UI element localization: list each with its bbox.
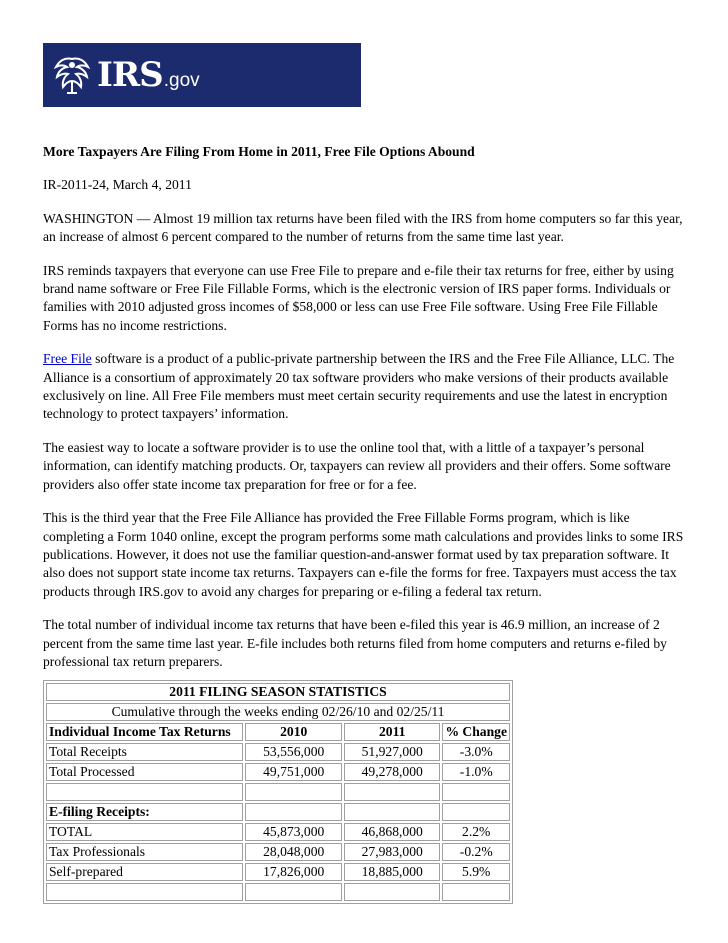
- value-change: -0.2%: [442, 843, 510, 861]
- value-2011: 49,278,000: [344, 763, 440, 781]
- table-row: [46, 743, 510, 761]
- table-row: [46, 863, 510, 881]
- value-change: -1.0%: [442, 763, 510, 781]
- header-2010: 2010: [245, 723, 341, 741]
- free-file-link[interactable]: Free File: [43, 351, 92, 367]
- header-change: % Change: [442, 723, 510, 741]
- release-line: IR-2011-24, March 4, 2011: [43, 177, 192, 193]
- row-label: Total Receipts: [46, 743, 243, 761]
- table-section-row: [46, 803, 510, 821]
- table-empty-row: [46, 783, 510, 801]
- table-subtitle: Cumulative through the weeks ending 02/26/10 and 02/25/11: [46, 703, 510, 721]
- value-2011: 27,983,000: [344, 843, 440, 861]
- table-row: [46, 763, 510, 781]
- paragraph-3: [43, 350, 688, 424]
- paragraph-1: WASHINGTON — Almost 19 million tax returns have been filed with the IRS from home computers so far this year, an increase of almost 6 percent compared to the number of returns from the same time last year.: [43, 210, 683, 245]
- section-label: E-filing Receipts:: [46, 803, 243, 821]
- logo-suffix-text: .gov: [163, 70, 200, 91]
- value-2010: 53,556,000: [245, 743, 341, 761]
- article-body: [43, 143, 688, 904]
- value-change: 2.2%: [442, 823, 510, 841]
- value-2010: 28,048,000: [245, 843, 341, 861]
- value-2011: 18,885,000: [344, 863, 440, 881]
- value-change: -3.0%: [442, 743, 510, 761]
- eagle-seal-icon: [51, 53, 93, 97]
- filing-statistics-table: [43, 680, 513, 904]
- value-change: 5.9%: [442, 863, 510, 881]
- header-category: Individual Income Tax Returns: [46, 723, 243, 741]
- row-label: TOTAL: [46, 823, 243, 841]
- value-2011: 51,927,000: [344, 743, 440, 761]
- table-title-row: [46, 683, 510, 701]
- row-label: Tax Professionals: [46, 843, 243, 861]
- paragraph-2: IRS reminds taxpayers that everyone can use Free File to prepare and e-file their tax returns for free, either by using brand name software or Free File Fillable Forms, which is the electronic version of IRS paper forms. Individuals or families with 2010 adjusted gross incomes of $58,000 or less can use Free File software. Using Free File Fillable Forms has no income restrictions.: [43, 262, 674, 333]
- logo-brand-text: IRS: [97, 55, 163, 95]
- value-2011: 46,868,000: [344, 823, 440, 841]
- paragraph-4: The easiest way to locate a software provider is to use the online tool that, with a little of a taxpayer’s personal information, can identify matching products. Or, taxpayers can review all providers and their offers. Some software providers also offer state income tax preparation for free or for a fee.: [43, 439, 671, 492]
- row-label: Self-prepared: [46, 863, 243, 881]
- table-row: [46, 823, 510, 841]
- row-label: Total Processed: [46, 763, 243, 781]
- value-2010: 17,826,000: [245, 863, 341, 881]
- table-empty-row: [46, 883, 510, 901]
- table-title: 2011 FILING SEASON STATISTICS: [46, 683, 510, 701]
- irs-logo-banner: [43, 43, 361, 107]
- value-2010: 45,873,000: [245, 823, 341, 841]
- value-2010: 49,751,000: [245, 763, 341, 781]
- paragraph-6: The total number of individual income tax returns that have been e-filed this year is 46.9 million, an increase of 2 percent from the same time last year. E-file includes both returns filed from home computers and returns e-filed by professional tax return preparers.: [43, 617, 667, 669]
- headline: More Taxpayers Are Filing From Home in 2011, Free File Options Abound: [43, 144, 475, 159]
- table-subtitle-row: [46, 703, 510, 721]
- paragraph-3-text: software is a product of a public-private partnership between the IRS and the Free File Alliance, LLC. The Alliance is a consortium of approximately 20 tax software providers who make versions of their products available exclusively on line. All Free File members must meet certain security requirements and use the latest in encryption technology to protect taxpayers’ information.: [43, 351, 675, 422]
- paragraph-5: This is the third year that the Free File Alliance has provided the Free Fillable Forms program, which is like completing a Form 1040 online, except the program performs some math calculations and provides links to some IRS publications. However, it does not use the familiar question-and-answer format used by tax preparation software. It also does not support state income tax returns. Taxpayers can e-file the forms for free. Taxpayers must access the tax products through IRS.gov to avoid any charges for preparing or e-filing a federal tax return.: [43, 510, 684, 599]
- table-header-row: [46, 723, 510, 741]
- header-2011: 2011: [344, 723, 440, 741]
- table-row: [46, 843, 510, 861]
